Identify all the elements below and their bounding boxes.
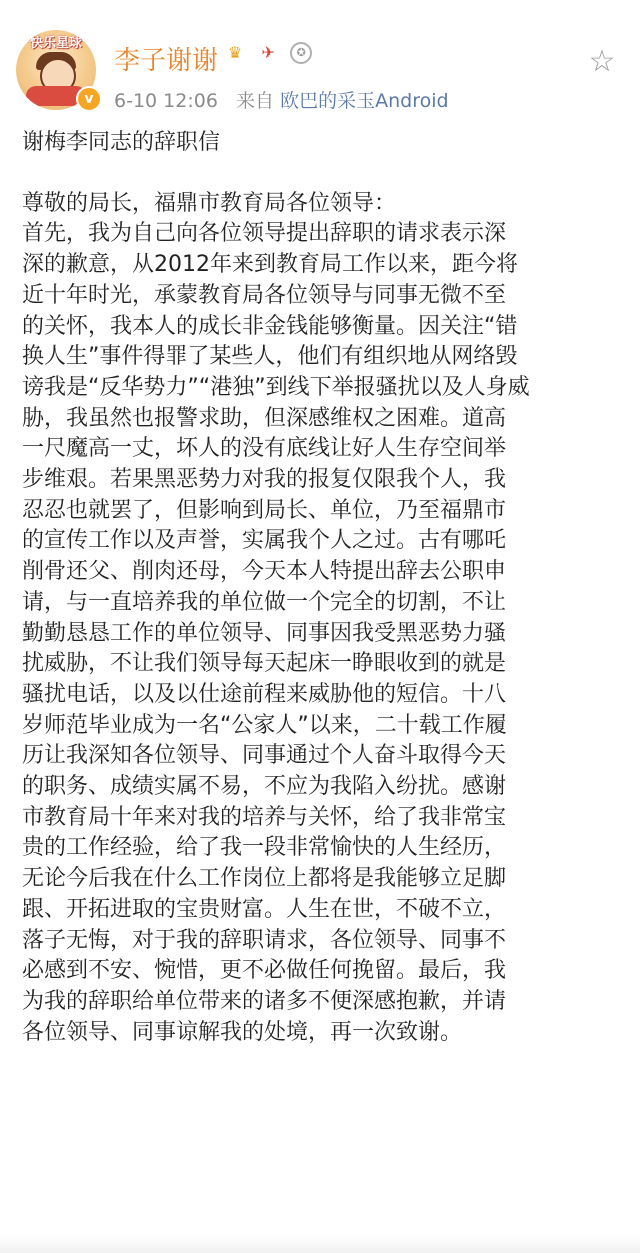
user-badges xyxy=(224,42,318,68)
letter-title: 谢梅李同志的辞职信 xyxy=(22,130,221,155)
letter-line: 换人生”事件得罪了某些人，他们有组织地从网络毁 xyxy=(22,344,518,370)
star-outline-icon[interactable]: ☆ xyxy=(588,44,616,79)
letter-line: 贵的工作经验，给了我一段非常愉快的人生经历， xyxy=(22,835,507,861)
verified-badge-icon: v xyxy=(76,86,102,112)
letter-line: 岁师范毕业成为一名“公家人”以来，二十载工作履 xyxy=(22,712,507,738)
letter-line: 首先，我为自己向各位领导提出辞职的请求表示深 xyxy=(22,221,507,247)
letter-line: 忍忍也就罢了，但影响到局长、单位，乃至福鼎市 xyxy=(22,497,507,523)
footer-fade xyxy=(0,1235,640,1253)
letter-line: 步维艰。若果黑恶势力对我的报复仅限我个人，我 xyxy=(22,467,507,493)
letter-line: 尊敬的局长，福鼎市教育局各位领导： xyxy=(22,190,397,216)
letter-line: 为我的辞职给单位带来的诸多不便深感抱歉，并请 xyxy=(22,988,507,1014)
letter-line: 深的歉意，从2012年来到教育局工作以来，距今将 xyxy=(22,252,518,278)
post-source[interactable]: 欧巴的采玉Android xyxy=(280,90,449,112)
letter-line: 必感到不安、惋惜，更不必做任何挽留。最后，我 xyxy=(22,958,507,984)
post-header xyxy=(0,0,640,118)
letter-line: 谤我是“反华势力”“港独”到线下举报骚扰以及人身威 xyxy=(22,374,530,400)
letter-line: 请，与一直培养我的单位做一个完全的切割，不让 xyxy=(22,589,507,615)
letter-line: 市教育局十年来对我的培养与关怀，给了我非常宝 xyxy=(22,804,507,830)
avatar-logo-text: 快乐星球 xyxy=(29,36,82,51)
letter-body xyxy=(22,189,622,1049)
letter-line: 一尺魔高一丈，坏人的没有底线让好人生存空间举 xyxy=(22,436,507,462)
post-content xyxy=(22,128,622,1048)
post-meta xyxy=(114,86,449,113)
username[interactable]: 李子谢谢 xyxy=(114,46,219,76)
letter-line: 的关怀，我本人的成长非金钱能够衡量。因关注“错 xyxy=(22,313,518,339)
letter-line: 削骨还父、削肉还母，今天本人特提出辞去公职申 xyxy=(22,559,507,585)
letter-line: 无论今后我在什么工作岗位上都将是我能够立足脚 xyxy=(22,866,507,892)
post-timestamp: 6-10 12:06 xyxy=(114,90,218,112)
letter-line: 各位领导、同事谅解我的处境，再一次致谢。 xyxy=(22,1019,463,1045)
gift-icon[interactable]: ✈ xyxy=(261,43,275,62)
letter-line: 跟、开拓进取的宝贵财富。人生在世，不破不立， xyxy=(22,896,507,922)
source-prefix: 来自 xyxy=(236,90,275,112)
letter-line: 历让我深知各位领导、同事通过个人奋斗取得今天 xyxy=(22,743,507,769)
medal-icon[interactable]: ✪ xyxy=(290,42,312,64)
letter-line: 落子无悔，对于我的辞职请求，各位领导、同事不 xyxy=(22,927,507,953)
letter-line: 骚扰电话，以及以仕途前程来威胁他的短信。十八 xyxy=(22,681,507,707)
letter-line: 勤勤恳恳工作的单位领导、同事因我受黑恶势力骚 xyxy=(22,620,507,646)
letter-line: 的宣传工作以及声誉，实属我个人之过。古有哪吒 xyxy=(22,528,507,554)
letter-line: 胁，我虽然也报警求助，但深感维权之困难。道高 xyxy=(22,405,507,431)
letter-line: 的职务、成绩实属不易，不应为我陷入纷扰。感谢 xyxy=(22,774,507,800)
letter-line: 扰威胁，不让我们领导每天起床一睁眼收到的就是 xyxy=(22,651,507,677)
crown-icon[interactable]: ♛ xyxy=(227,43,243,62)
letter-line: 近十年时光，承蒙教育局各位领导与同事无微不至 xyxy=(22,282,507,308)
